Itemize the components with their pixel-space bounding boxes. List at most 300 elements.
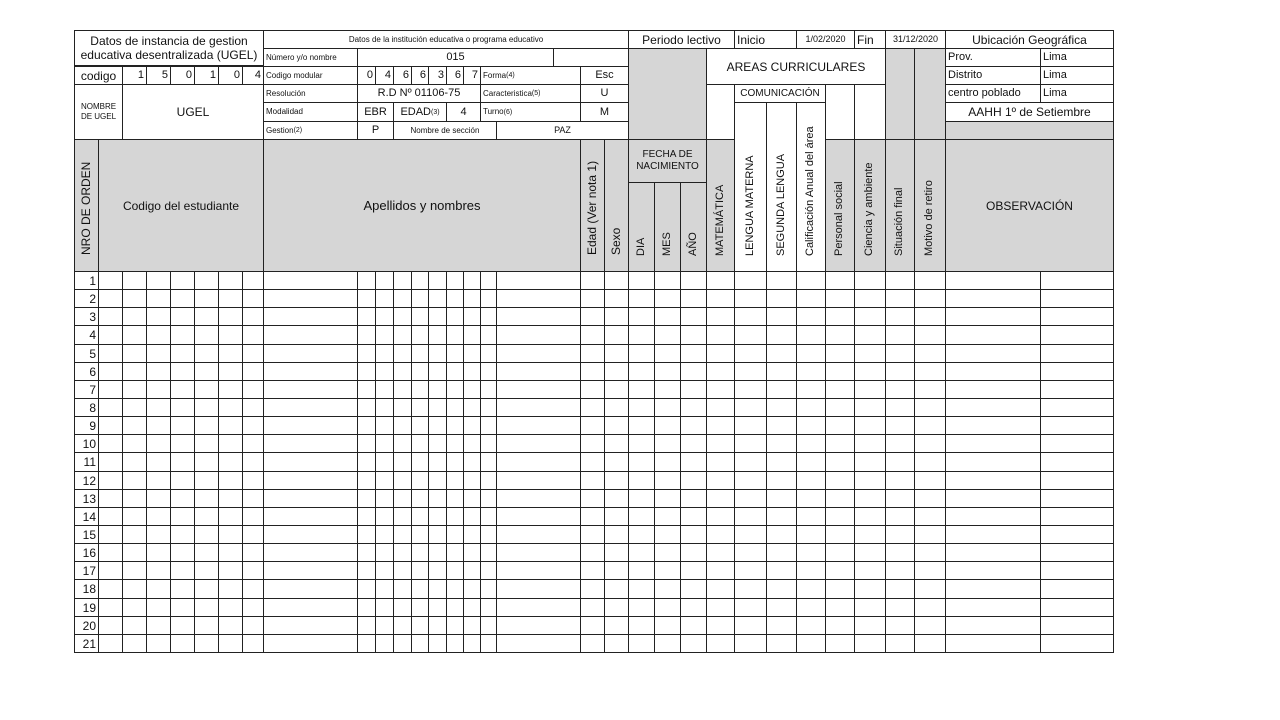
data-cell[interactable]	[496, 325, 581, 345]
data-cell[interactable]	[885, 452, 915, 472]
data-cell[interactable]	[766, 579, 797, 599]
data-cell[interactable]	[480, 525, 497, 544]
data-cell[interactable]	[1040, 507, 1114, 526]
data-cell[interactable]	[393, 416, 412, 435]
data-cell[interactable]	[706, 434, 735, 453]
data-cell[interactable]	[796, 489, 826, 508]
data-cell[interactable]	[854, 561, 886, 580]
data-cell[interactable]	[428, 471, 447, 490]
data-cell[interactable]	[580, 452, 605, 472]
data-cell[interactable]	[706, 452, 735, 472]
data-cell[interactable]	[122, 289, 147, 308]
data-cell[interactable]	[628, 634, 655, 653]
data-cell[interactable]	[375, 380, 394, 399]
data-cell[interactable]	[945, 362, 1041, 381]
data-cell[interactable]	[628, 543, 655, 562]
data-cell[interactable]	[706, 416, 735, 435]
data-cell[interactable]	[242, 344, 264, 363]
data-cell[interactable]	[654, 561, 681, 580]
data-cell[interactable]	[628, 452, 655, 472]
codigo-digit[interactable]	[122, 66, 147, 85]
data-cell[interactable]	[194, 471, 219, 490]
data-cell[interactable]	[428, 344, 447, 363]
data-cell[interactable]	[580, 507, 605, 526]
data-cell[interactable]	[194, 434, 219, 453]
data-cell[interactable]	[428, 416, 447, 435]
data-cell[interactable]	[796, 471, 826, 490]
data-cell[interactable]	[654, 325, 681, 345]
data-cell[interactable]	[885, 616, 915, 635]
data-cell[interactable]	[706, 525, 735, 544]
data-cell[interactable]	[146, 561, 171, 580]
data-cell[interactable]	[411, 416, 429, 435]
data-cell[interactable]	[580, 616, 605, 635]
data-cell[interactable]	[194, 525, 219, 544]
data-cell[interactable]	[375, 525, 394, 544]
data-cell[interactable]	[375, 271, 394, 290]
data-cell[interactable]	[796, 579, 826, 599]
data-cell[interactable]	[680, 579, 707, 599]
data-cell[interactable]	[945, 634, 1041, 653]
data-cell[interactable]	[357, 452, 376, 472]
data-cell[interactable]	[766, 289, 797, 308]
data-cell[interactable]	[194, 452, 219, 472]
data-cell[interactable]	[98, 271, 123, 290]
data-cell[interactable]	[170, 561, 195, 580]
data-cell[interactable]	[496, 579, 581, 599]
data-cell[interactable]	[1040, 634, 1114, 653]
data-cell[interactable]	[194, 362, 219, 381]
data-cell[interactable]	[263, 344, 358, 363]
data-cell[interactable]	[263, 598, 358, 617]
data-cell[interactable]	[480, 380, 497, 399]
data-cell[interactable]	[914, 344, 946, 363]
data-cell[interactable]	[428, 398, 447, 417]
data-cell[interactable]	[945, 344, 1041, 363]
data-cell[interactable]	[796, 362, 826, 381]
data-cell[interactable]	[463, 616, 481, 635]
data-cell[interactable]	[242, 434, 264, 453]
data-cell[interactable]	[766, 452, 797, 472]
data-cell[interactable]	[218, 380, 243, 399]
data-cell[interactable]	[854, 579, 886, 599]
data-cell[interactable]	[604, 543, 629, 562]
data-cell[interactable]	[796, 452, 826, 472]
data-cell[interactable]	[218, 561, 243, 580]
data-cell[interactable]	[393, 543, 412, 562]
data-cell[interactable]	[825, 398, 855, 417]
data-cell[interactable]	[914, 289, 946, 308]
data-cell[interactable]	[194, 489, 219, 508]
data-cell[interactable]	[463, 307, 481, 326]
data-cell[interactable]	[170, 579, 195, 599]
data-cell[interactable]	[446, 307, 464, 326]
data-cell[interactable]	[580, 561, 605, 580]
data-cell[interactable]	[734, 398, 767, 417]
fin-value[interactable]	[885, 30, 946, 49]
data-cell[interactable]	[580, 471, 605, 490]
data-cell[interactable]	[357, 325, 376, 345]
codigo-modular-digit[interactable]	[411, 66, 429, 85]
data-cell[interactable]	[194, 289, 219, 308]
data-cell[interactable]	[825, 543, 855, 562]
data-cell[interactable]	[680, 489, 707, 508]
data-cell[interactable]	[146, 434, 171, 453]
data-cell[interactable]	[734, 289, 767, 308]
data-cell[interactable]	[854, 271, 886, 290]
data-cell[interactable]	[734, 634, 767, 653]
data-cell[interactable]	[375, 616, 394, 635]
data-cell[interactable]	[854, 634, 886, 653]
data-cell[interactable]	[357, 543, 376, 562]
data-cell[interactable]	[604, 325, 629, 345]
data-cell[interactable]	[914, 398, 946, 417]
forma-value[interactable]	[580, 66, 629, 85]
data-cell[interactable]	[680, 452, 707, 472]
data-cell[interactable]	[654, 579, 681, 599]
data-cell[interactable]	[604, 579, 629, 599]
data-cell[interactable]	[654, 362, 681, 381]
data-cell[interactable]	[734, 579, 767, 599]
data-cell[interactable]	[680, 507, 707, 526]
data-cell[interactable]	[411, 471, 429, 490]
data-cell[interactable]	[463, 598, 481, 617]
data-cell[interactable]	[1040, 489, 1114, 508]
data-cell[interactable]	[242, 380, 264, 399]
data-cell[interactable]	[885, 344, 915, 363]
data-cell[interactable]	[463, 325, 481, 345]
data-cell[interactable]	[706, 507, 735, 526]
data-cell[interactable]	[393, 561, 412, 580]
data-cell[interactable]	[825, 416, 855, 435]
data-cell[interactable]	[885, 398, 915, 417]
data-cell[interactable]	[580, 398, 605, 417]
data-cell[interactable]	[496, 289, 581, 308]
caracteristica-value[interactable]	[580, 84, 629, 103]
codigo-modular-digit[interactable]	[446, 66, 464, 85]
codigo-digit[interactable]	[218, 66, 243, 85]
data-cell[interactable]	[796, 561, 826, 580]
data-cell[interactable]	[854, 452, 886, 472]
data-cell[interactable]	[825, 362, 855, 381]
data-cell[interactable]	[604, 561, 629, 580]
data-cell[interactable]	[914, 561, 946, 580]
data-cell[interactable]	[1040, 434, 1114, 453]
data-cell[interactable]	[766, 616, 797, 635]
data-cell[interactable]	[496, 416, 581, 435]
data-cell[interactable]	[945, 380, 1041, 399]
data-cell[interactable]	[170, 471, 195, 490]
data-cell[interactable]	[825, 325, 855, 345]
data-cell[interactable]	[463, 289, 481, 308]
data-cell[interactable]	[734, 525, 767, 544]
data-cell[interactable]	[428, 634, 447, 653]
data-cell[interactable]	[1040, 325, 1114, 345]
data-cell[interactable]	[122, 452, 147, 472]
data-cell[interactable]	[446, 434, 464, 453]
data-cell[interactable]	[825, 561, 855, 580]
data-cell[interactable]	[170, 434, 195, 453]
data-cell[interactable]	[146, 362, 171, 381]
data-cell[interactable]	[945, 561, 1041, 580]
data-cell[interactable]	[98, 616, 123, 635]
data-cell[interactable]	[263, 325, 358, 345]
data-cell[interactable]	[680, 634, 707, 653]
data-cell[interactable]	[357, 416, 376, 435]
data-cell[interactable]	[170, 634, 195, 653]
data-cell[interactable]	[766, 507, 797, 526]
data-cell[interactable]	[1040, 416, 1114, 435]
data-cell[interactable]	[446, 489, 464, 508]
data-cell[interactable]	[680, 598, 707, 617]
data-cell[interactable]	[357, 489, 376, 508]
data-cell[interactable]	[885, 307, 915, 326]
data-cell[interactable]	[263, 561, 358, 580]
data-cell[interactable]	[580, 489, 605, 508]
data-cell[interactable]	[446, 271, 464, 290]
data-cell[interactable]	[411, 543, 429, 562]
data-cell[interactable]	[706, 325, 735, 345]
data-cell[interactable]	[411, 398, 429, 417]
data-cell[interactable]	[194, 271, 219, 290]
data-cell[interactable]	[734, 307, 767, 326]
data-cell[interactable]	[375, 561, 394, 580]
data-cell[interactable]	[218, 434, 243, 453]
data-cell[interactable]	[357, 598, 376, 617]
data-cell[interactable]	[375, 434, 394, 453]
data-cell[interactable]	[854, 416, 886, 435]
data-cell[interactable]	[604, 434, 629, 453]
data-cell[interactable]	[496, 434, 581, 453]
data-cell[interactable]	[1040, 398, 1114, 417]
prov-value[interactable]	[1040, 48, 1114, 67]
data-cell[interactable]	[945, 471, 1041, 490]
data-cell[interactable]	[914, 434, 946, 453]
data-cell[interactable]	[242, 362, 264, 381]
data-cell[interactable]	[428, 616, 447, 635]
data-cell[interactable]	[854, 344, 886, 363]
data-cell[interactable]	[393, 507, 412, 526]
data-cell[interactable]	[496, 561, 581, 580]
data-cell[interactable]	[375, 398, 394, 417]
centro-value[interactable]	[1040, 84, 1114, 103]
data-cell[interactable]	[446, 543, 464, 562]
data-cell[interactable]	[766, 325, 797, 345]
data-cell[interactable]	[1040, 289, 1114, 308]
codigo-modular-digit[interactable]	[463, 66, 481, 85]
data-cell[interactable]	[825, 452, 855, 472]
aahh-value[interactable]	[945, 102, 1114, 122]
data-cell[interactable]	[98, 452, 123, 472]
data-cell[interactable]	[146, 471, 171, 490]
data-cell[interactable]	[706, 307, 735, 326]
data-cell[interactable]	[496, 362, 581, 381]
data-cell[interactable]	[825, 489, 855, 508]
data-cell[interactable]	[428, 271, 447, 290]
data-cell[interactable]	[825, 616, 855, 635]
data-cell[interactable]	[428, 434, 447, 453]
data-cell[interactable]	[446, 380, 464, 399]
data-cell[interactable]	[680, 362, 707, 381]
data-cell[interactable]	[1040, 579, 1114, 599]
data-cell[interactable]	[393, 398, 412, 417]
data-cell[interactable]	[654, 543, 681, 562]
data-cell[interactable]	[825, 579, 855, 599]
data-cell[interactable]	[146, 634, 171, 653]
data-cell[interactable]	[854, 398, 886, 417]
data-cell[interactable]	[604, 489, 629, 508]
data-cell[interactable]	[734, 362, 767, 381]
data-cell[interactable]	[122, 561, 147, 580]
data-cell[interactable]	[411, 561, 429, 580]
data-cell[interactable]	[1040, 561, 1114, 580]
data-cell[interactable]	[1040, 598, 1114, 617]
data-cell[interactable]	[1040, 471, 1114, 490]
data-cell[interactable]	[146, 307, 171, 326]
data-cell[interactable]	[122, 380, 147, 399]
data-cell[interactable]	[428, 362, 447, 381]
data-cell[interactable]	[98, 543, 123, 562]
data-cell[interactable]	[242, 489, 264, 508]
data-cell[interactable]	[766, 344, 797, 363]
data-cell[interactable]	[734, 616, 767, 635]
data-cell[interactable]	[885, 434, 915, 453]
data-cell[interactable]	[628, 344, 655, 363]
data-cell[interactable]	[796, 598, 826, 617]
data-cell[interactable]	[654, 398, 681, 417]
data-cell[interactable]	[580, 434, 605, 453]
data-cell[interactable]	[480, 344, 497, 363]
data-cell[interactable]	[146, 452, 171, 472]
data-cell[interactable]	[854, 616, 886, 635]
data-cell[interactable]	[98, 289, 123, 308]
data-cell[interactable]	[914, 525, 946, 544]
data-cell[interactable]	[480, 489, 497, 508]
data-cell[interactable]	[194, 561, 219, 580]
data-cell[interactable]	[122, 307, 147, 326]
data-cell[interactable]	[194, 398, 219, 417]
data-cell[interactable]	[411, 489, 429, 508]
data-cell[interactable]	[98, 489, 123, 508]
data-cell[interactable]	[825, 344, 855, 363]
data-cell[interactable]	[580, 634, 605, 653]
data-cell[interactable]	[766, 434, 797, 453]
data-cell[interactable]	[914, 598, 946, 617]
data-cell[interactable]	[446, 471, 464, 490]
data-cell[interactable]	[463, 471, 481, 490]
data-cell[interactable]	[496, 634, 581, 653]
data-cell[interactable]	[122, 325, 147, 345]
data-cell[interactable]	[706, 271, 735, 290]
data-cell[interactable]	[945, 525, 1041, 544]
data-cell[interactable]	[357, 289, 376, 308]
data-cell[interactable]	[885, 598, 915, 617]
data-cell[interactable]	[914, 543, 946, 562]
data-cell[interactable]	[496, 489, 581, 508]
data-cell[interactable]	[263, 507, 358, 526]
data-cell[interactable]	[393, 380, 412, 399]
data-cell[interactable]	[680, 380, 707, 399]
data-cell[interactable]	[375, 634, 394, 653]
data-cell[interactable]	[496, 380, 581, 399]
data-cell[interactable]	[98, 416, 123, 435]
data-cell[interactable]	[218, 362, 243, 381]
data-cell[interactable]	[463, 434, 481, 453]
data-cell[interactable]	[242, 579, 264, 599]
codigo-digit[interactable]	[242, 66, 264, 85]
data-cell[interactable]	[854, 598, 886, 617]
data-cell[interactable]	[242, 543, 264, 562]
data-cell[interactable]	[796, 325, 826, 345]
data-cell[interactable]	[854, 543, 886, 562]
data-cell[interactable]	[218, 325, 243, 345]
data-cell[interactable]	[375, 471, 394, 490]
data-cell[interactable]	[446, 579, 464, 599]
data-cell[interactable]	[1040, 380, 1114, 399]
data-cell[interactable]	[766, 307, 797, 326]
data-cell[interactable]	[580, 598, 605, 617]
data-cell[interactable]	[945, 398, 1041, 417]
data-cell[interactable]	[170, 416, 195, 435]
data-cell[interactable]	[446, 289, 464, 308]
data-cell[interactable]	[170, 525, 195, 544]
data-cell[interactable]	[945, 434, 1041, 453]
data-cell[interactable]	[411, 579, 429, 599]
data-cell[interactable]	[706, 398, 735, 417]
data-cell[interactable]	[98, 507, 123, 526]
data-cell[interactable]	[263, 471, 358, 490]
data-cell[interactable]	[945, 489, 1041, 508]
data-cell[interactable]	[766, 489, 797, 508]
data-cell[interactable]	[428, 598, 447, 617]
data-cell[interactable]	[885, 507, 915, 526]
data-cell[interactable]	[766, 416, 797, 435]
data-cell[interactable]	[242, 398, 264, 417]
data-cell[interactable]	[628, 616, 655, 635]
data-cell[interactable]	[218, 416, 243, 435]
data-cell[interactable]	[218, 398, 243, 417]
data-cell[interactable]	[796, 507, 826, 526]
data-cell[interactable]	[411, 616, 429, 635]
data-cell[interactable]	[854, 307, 886, 326]
data-cell[interactable]	[580, 362, 605, 381]
data-cell[interactable]	[945, 289, 1041, 308]
data-cell[interactable]	[854, 380, 886, 399]
data-cell[interactable]	[393, 271, 412, 290]
data-cell[interactable]	[825, 525, 855, 544]
data-cell[interactable]	[428, 380, 447, 399]
data-cell[interactable]	[580, 579, 605, 599]
data-cell[interactable]	[263, 489, 358, 508]
data-cell[interactable]	[885, 362, 915, 381]
data-cell[interactable]	[766, 543, 797, 562]
data-cell[interactable]	[628, 434, 655, 453]
data-cell[interactable]	[357, 634, 376, 653]
data-cell[interactable]	[654, 634, 681, 653]
data-cell[interactable]	[375, 344, 394, 363]
data-cell[interactable]	[796, 307, 826, 326]
data-cell[interactable]	[218, 598, 243, 617]
data-cell[interactable]	[146, 271, 171, 290]
data-cell[interactable]	[242, 307, 264, 326]
data-cell[interactable]	[628, 598, 655, 617]
data-cell[interactable]	[146, 416, 171, 435]
data-cell[interactable]	[480, 543, 497, 562]
data-cell[interactable]	[194, 380, 219, 399]
data-cell[interactable]	[734, 598, 767, 617]
data-cell[interactable]	[122, 489, 147, 508]
data-cell[interactable]	[885, 325, 915, 345]
